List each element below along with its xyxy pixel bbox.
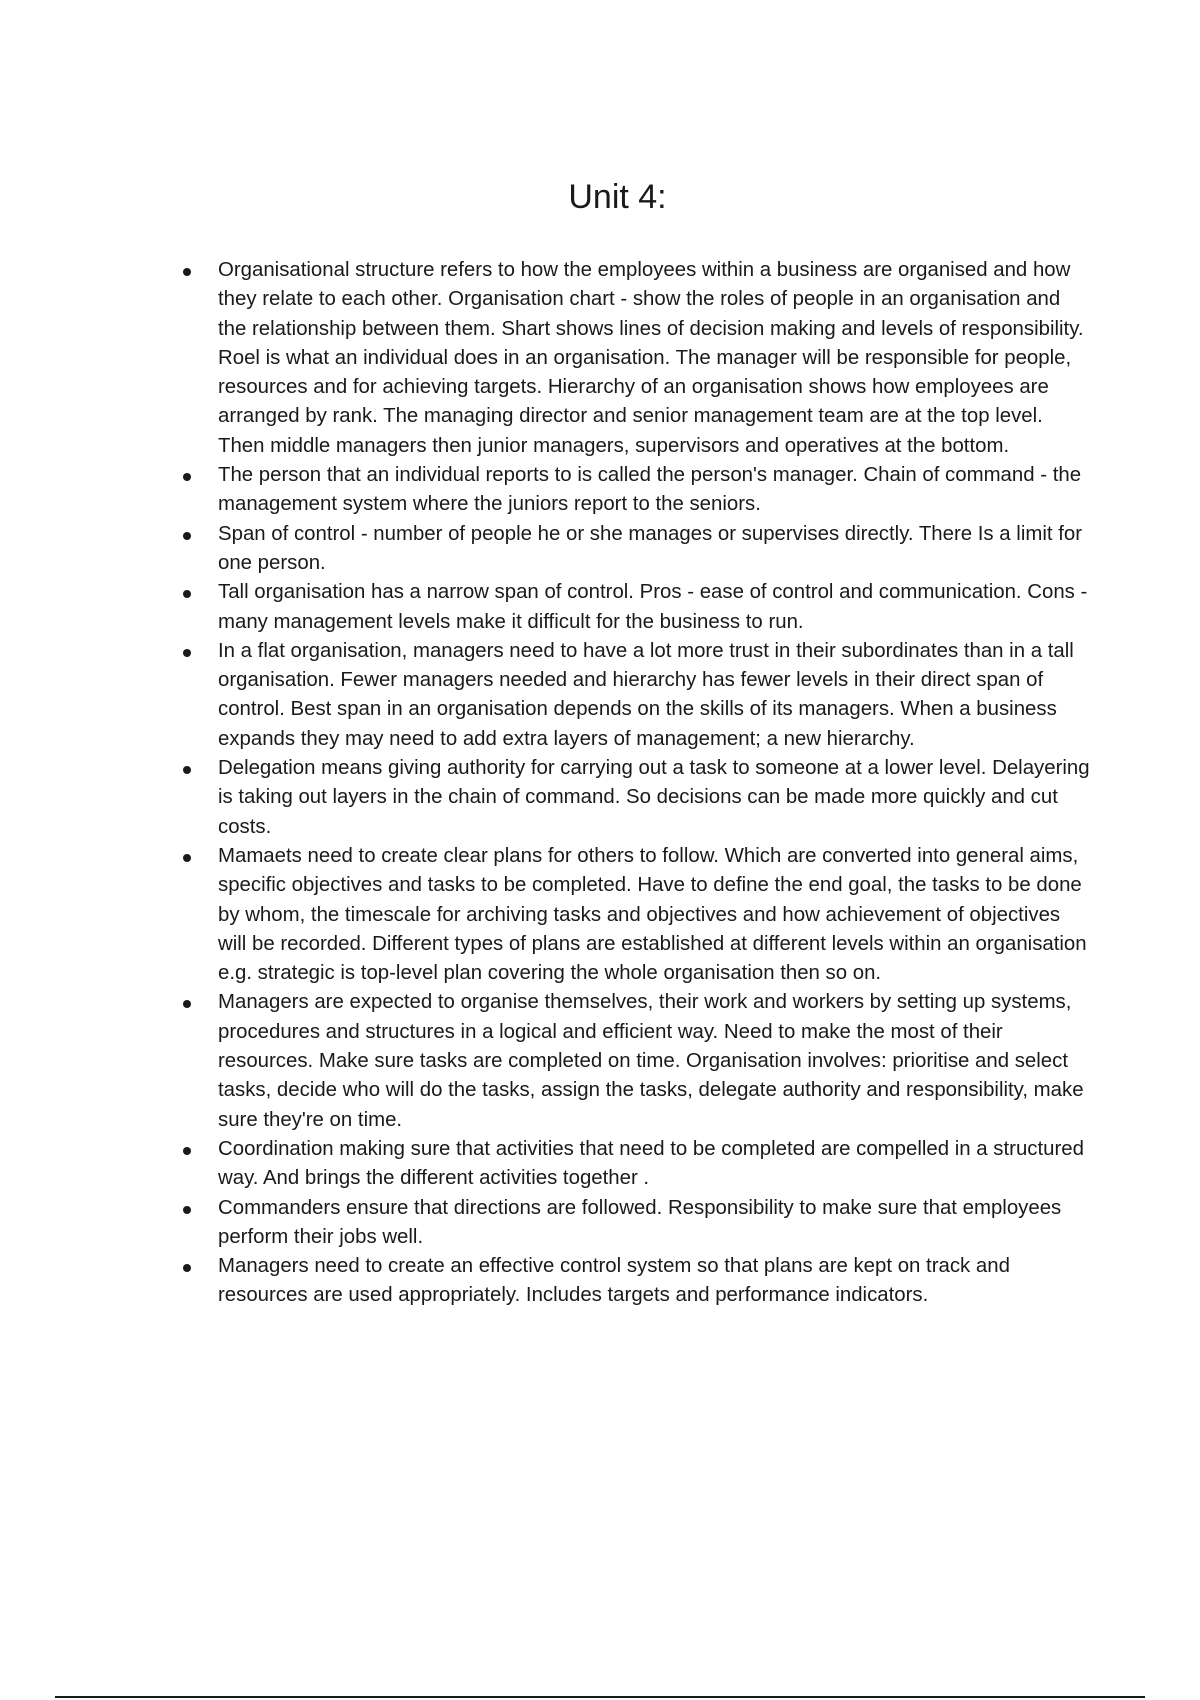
list-item-text: Coordination making sure that activities that need to be completed are compelled in a structured way. And brings the different activities together .	[218, 1137, 1084, 1190]
bullet-icon	[183, 590, 191, 598]
list-item	[170, 1194, 1090, 1253]
bullet-icon	[183, 1264, 191, 1272]
bullet-icon	[183, 766, 191, 774]
bullet-icon	[183, 854, 191, 862]
list-item	[170, 1135, 1090, 1194]
list-item	[170, 256, 1090, 461]
list-item	[170, 842, 1090, 988]
bullet-icon	[183, 1206, 191, 1214]
list-item-text: The person that an individual reports to is called the person's manager. Chain of command - the management system where the juniors report to the seniors.	[218, 464, 1082, 516]
bullet-icon	[183, 1000, 191, 1008]
bullet-icon	[183, 649, 191, 657]
list-item-text: Commanders ensure that directions are followed. Responsibility to make sure that employees perform their jobs well.	[218, 1196, 1062, 1248]
list-item	[170, 1252, 1090, 1311]
list-item-text: In a flat organisation, managers need to have a lot more trust in their subordinates than in a tall organisation. Fewer managers needed and hierarchy has fewer levels in their direct span of control. Best span in an organisation depends on the skills of its managers. When a business expands they may need to add extra layers of management; a new hierarchy.	[218, 639, 1074, 750]
list-item	[170, 520, 1090, 579]
list-item-text: Delegation means giving authority for carrying out a task to someone at a lower level. Delayering is taking out layers in the chain of command. So decisions can be made more quickly and cut costs.	[218, 757, 1090, 838]
list-item	[170, 988, 1090, 1134]
list-item	[170, 578, 1090, 637]
list-item-text: Span of control - number of people he or she manages or supervises directly. There Is a limit for one person.	[218, 522, 1083, 574]
bullet-icon	[183, 268, 191, 276]
notes-list	[170, 256, 1090, 1311]
list-item-text: Managers are expected to organise themselves, their work and workers by setting up systems, procedures and structures in a logical and efficient way. Need to make the most of their resources. Make sure tasks are completed on time. Organisation involves: prioritise and select tasks, decide who will do the tasks, assign the tasks, delegate authority and responsibility, make sure they're on time.	[218, 991, 1084, 1131]
bullet-icon	[183, 532, 191, 540]
list-item-text: Tall organisation has a narrow span of control. Pros - ease of control and communication. Cons - many management levels make it difficult for the business to run.	[218, 581, 1088, 633]
list-item-text: Mamaets need to create clear plans for others to follow. Which are converted into general aims, specific objectives and tasks to be completed. Have to define the end goal, the tasks to be done by whom, the timescale for archiving tasks and objectives and how achievement of objectives will be recorded. Different types of plans are established at different levels within an organisation e.g. strategic is top-level plan covering the whole organisation then so on.	[218, 844, 1087, 985]
page-title: Unit 4:	[568, 178, 667, 216]
list-item	[170, 461, 1090, 520]
list-item-text: Managers need to create an effective control system so that plans are kept on track and resources are used appropriately. Includes targets and performance indicators.	[218, 1255, 1010, 1307]
bullet-icon	[183, 473, 191, 481]
list-item	[170, 754, 1090, 842]
footer-divider	[55, 1696, 1145, 1698]
list-item	[170, 637, 1090, 754]
list-item-text: Organisational structure refers to how the employees within a business are organised and how they relate to each other. Organisation chart - show the roles of people in an organisation and the relationship between them. Shart shows lines of decision making and levels of responsibility. Roel is what an individual does in an organisation. The manager will be responsible for people, resources and for achieving targets. Hierarchy of an organisation shows how employees are arranged by rank. The managing director and senior management team are at the top level. Then middle managers then junior managers, supervisors and operatives at the bottom.	[218, 259, 1084, 457]
bullet-icon	[183, 1147, 191, 1155]
